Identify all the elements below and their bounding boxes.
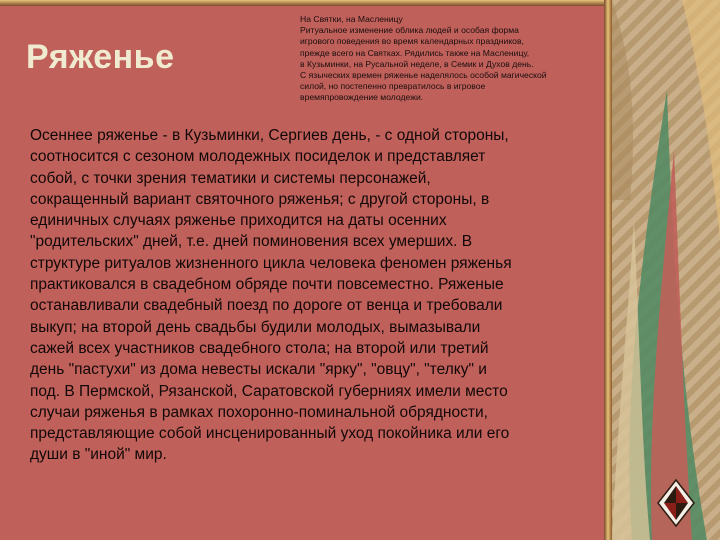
side-note (300, 14, 600, 104)
body-line: соотносится с сезоном молодежных посиделок и представляет (30, 148, 486, 166)
note-line: прежде всего на Святках. Рядились также на Масленицу, (300, 47, 530, 58)
note-line: в Кузьминки, на Русальной неделе, в Семик и Духов день. (300, 58, 534, 69)
note-line: На Святки, на Масленицу (300, 14, 403, 24)
body-line: "родительских" дней, т.е. дней поминовения всех умерших. В (30, 233, 473, 251)
body-line: структуре ритуалов жизненного цикла человека феномен ряженья (30, 254, 512, 272)
note-line: силой, но постепенно превратилось в игровое (300, 81, 486, 92)
body-line: под. В Пермской, Рязанской, Саратовской губерниях имели место (30, 382, 508, 400)
body-text (30, 125, 600, 466)
body-line: Осеннее ряженье - в Кузьминки, Сергиев день, - с одной стороны, (30, 127, 509, 144)
note-line: Ритуальное изменение облика людей и особая форма (300, 25, 519, 36)
top-border (0, 0, 612, 6)
body-line: практиковался в свадебном обряде почти повсеместно. Ряженые (30, 276, 504, 294)
body-line: день "пастухи" из дома невесты искали "ярку", "овцу", "телку" и (30, 361, 487, 379)
body-line: представляющие собой инсценированный уход покойника или его (30, 425, 510, 443)
frame-divider (604, 0, 612, 540)
body-line: случаи ряженья в рамках похоронно-поминальной обрядности, (30, 403, 488, 421)
slide-title: Ряженье (26, 38, 175, 76)
body-line: единичных случаях ряженье приходится на даты осенних (30, 212, 447, 230)
body-line: души в "иной" мир. (30, 446, 167, 464)
ornament-graphic (612, 0, 720, 540)
diamond-ornament-icon (656, 478, 696, 528)
body-line: сажей всех участников свадебного стола; на второй или третий (30, 339, 489, 357)
body-line: сокращенный вариант святочного ряженья; с другой стороны, в (30, 190, 490, 208)
note-line: игрового поведения во время календарных праздников, (300, 36, 524, 47)
body-line: выкуп; на второй день свадьбы будили молодых, вымазывали (30, 318, 481, 336)
body-line: собой, с точки зрения тематики и системы персонажей, (30, 169, 431, 187)
note-line: С языческих времен ряженье наделялось особой магической (300, 70, 547, 81)
decorative-frame (612, 0, 720, 540)
note-line: времяпровождение молодежи. (300, 92, 424, 103)
body-line: останавливали свадебный поезд по дороге от венца и требовали (30, 297, 503, 315)
